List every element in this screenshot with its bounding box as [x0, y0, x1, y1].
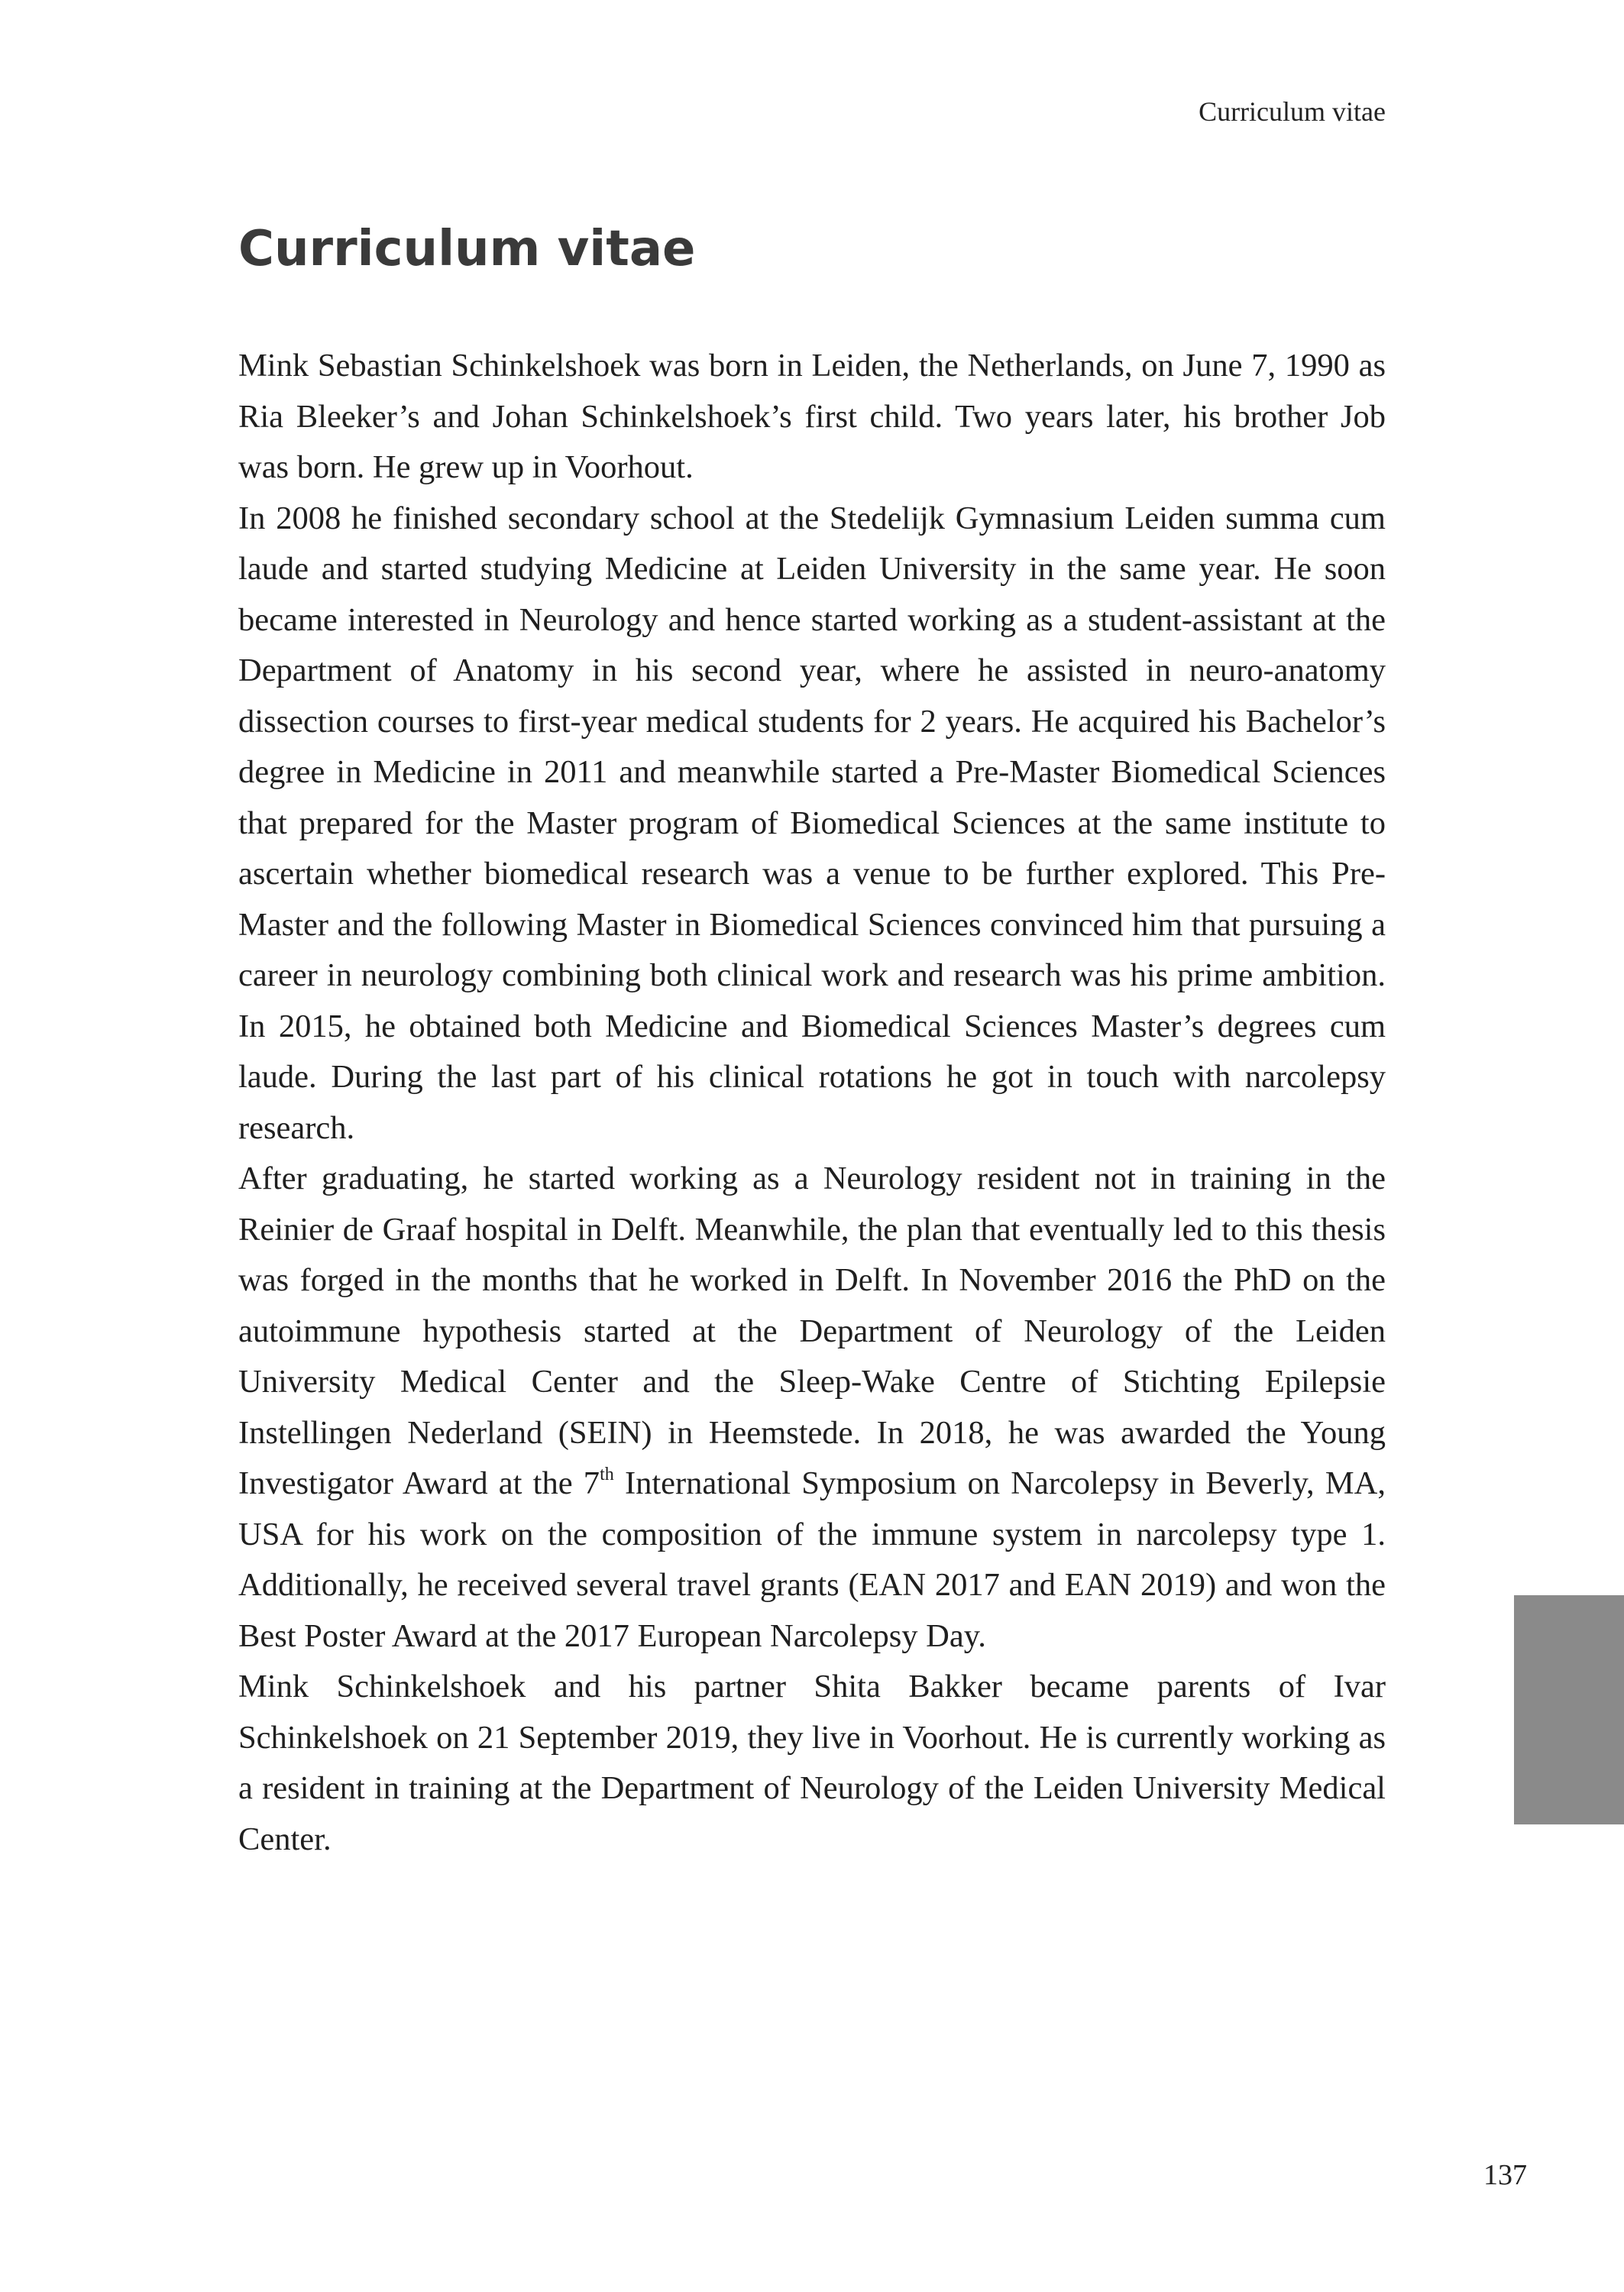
chapter-thumb-tab: [1514, 1595, 1624, 1824]
body-text: [238, 341, 1386, 1865]
career-text-end: International Symposium on Narcolepsy in Beverly, MA, USA for his work on the composition of the immune system in narcolepsy type 1. Additionally, he received several travel grants (EAN 2017 and EAN 2019) and won the Best Poster Award at the 2017 European Narcolepsy Day.: [238, 1465, 1386, 1654]
paragraph-birth: Mink Sebastian Schinkelshoek was born in Leiden, the Netherlands, on June 7, 1990 as Ria Bleeker’s and Johan Schinkelshoek’s first child. Two years later, his brother Job was born. He grew up in Voorhout.: [238, 348, 1386, 485]
paragraph-career: [238, 1154, 1386, 1662]
page-number: 137: [1483, 2159, 1527, 2191]
paragraph-personal: Mink Schinkelshoek and his partner Shita Bakker became parents of Ivar Schinkelshoek on 21 September 2019, they live in Voorhout. He is currently working as a resident in training at the Department of Neurology of the Leiden University Medical Center.: [238, 1669, 1386, 1857]
running-header: Curriculum vitae: [1199, 96, 1386, 127]
chapter-title: Curriculum vitae: [238, 221, 696, 277]
ordinal-suffix: th: [600, 1465, 614, 1484]
paragraph-education: In 2008 he finished secondary school at the Stedelijk Gymnasium Leiden summa cum laude and started studying Medicine at Leiden University in the same year. He soon became interested in Neurology and hence started working as a student-assistant at the Department of Anatomy in his second year, where he assisted in neuro-anatomy dissection courses to first-year medical students for 2 years. He acquired his Bachelor’s degree in Medicine in 2011 and meanwhile started a Pre-Master Biomedical Sciences that prepared for the Master program of Biomedical Sciences at the same institute to ascertain whether biomedical research was a venue to be further explored. This Pre-Master and the following Master in Biomedical Sciences convinced him that pursuing a career in neurology combining both clinical work and research was his prime ambition. In 2015, he obtained both Medicine and Biomedical Sciences Master’s degrees cum laude. During the last part of his clinical rotations he got in touch with narcolepsy research.: [238, 500, 1386, 1146]
career-text-start: After graduating, he started working as a Neurology resident not in training in the Reinier de Graaf hospital in Delft. Meanwhile, the plan that eventually led to this thesis was forged in the months that he worked in Delft. In November 2016 the PhD on the autoimmune hypothesis started at the Department of Neurology of the Leiden University Medical Center and the Sleep-Wake Centre of Stichting Epilepsie Instellingen Nederland (SEIN) in Heemstede. In 2018, he was awarded the Young Investigator Award at the 7: [238, 1161, 1386, 1501]
